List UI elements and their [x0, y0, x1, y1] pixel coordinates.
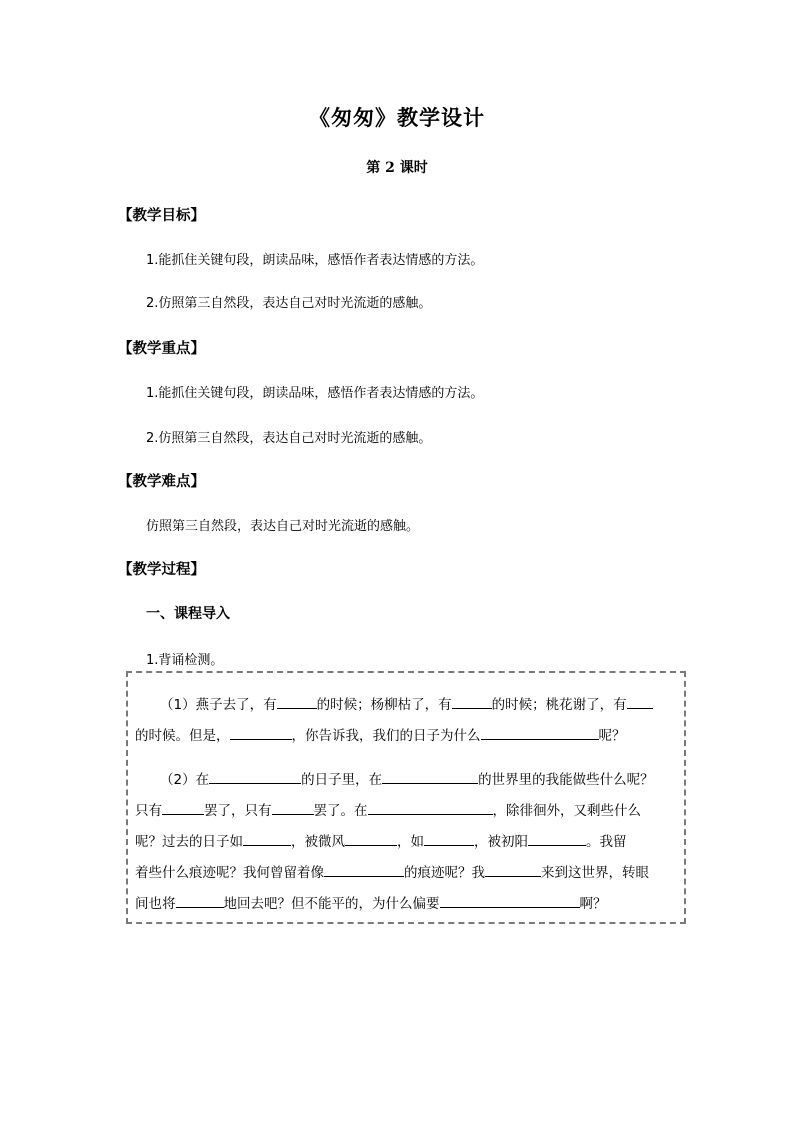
exercise-text: 罢了。在 [313, 803, 368, 819]
lesson-number: 第 2 课时 [366, 160, 428, 176]
key-points-heading: 【教学重点】 [118, 340, 205, 357]
exercise-text: 的时候。但是， [135, 728, 230, 744]
exercise-text: 来到这世界，转眼 [541, 865, 649, 881]
fill-blank[interactable] [627, 696, 653, 709]
exercise-text: （1）燕子去了，有 [160, 697, 277, 713]
exercise-text: 啊？ [579, 896, 607, 912]
key-point-item-1: 1.能抓住关键句段，朗读品味，感悟作者表达情感的方法。 [146, 386, 484, 401]
exercise-text: 的时候；杨柳枯了，有 [316, 697, 452, 713]
difficulty-item-1: 仿照第三自然段，表达自己对时光流逝的感触。 [146, 519, 420, 534]
fill-blank[interactable] [230, 727, 292, 740]
exercise-text: ，被微风 [291, 834, 345, 850]
goal-item-1: 1.能抓住关键句段，朗读品味，感悟作者表达情感的方法。 [146, 253, 484, 268]
fill-blank[interactable] [345, 833, 397, 846]
exercise-text: 地回去吧？但不能平的，为什么偏要 [223, 896, 440, 912]
exercise-text: ，被初阳 [474, 834, 528, 850]
recitation-task: 1.背诵检测。 [146, 653, 224, 668]
fill-blank[interactable] [324, 864, 404, 877]
fill-blank[interactable] [452, 696, 492, 709]
fill-blank[interactable] [528, 833, 586, 846]
exercise-text: 。我留 [586, 834, 627, 850]
fill-blank[interactable] [176, 895, 224, 908]
fill-blank[interactable] [243, 833, 291, 846]
exercise-q2-line-5 [135, 892, 680, 912]
exercise-text: 罢了，只有 [204, 803, 272, 819]
exercise-text: ，如 [397, 834, 424, 850]
exercise-q1-line-2 [135, 724, 680, 744]
process-heading: 【教学过程】 [118, 561, 205, 578]
exercise-q2-line-1 [160, 768, 705, 788]
fill-blank[interactable] [272, 802, 314, 815]
exercise-q2-line-4 [135, 861, 680, 881]
fill-blank[interactable] [162, 802, 204, 815]
exercise-q2-line-2 [135, 799, 680, 819]
exercise-text: 呢？ [598, 728, 626, 744]
exercise-text: 的世界里的我能做些什么呢？ [478, 772, 654, 788]
exercise-q1-line-1 [160, 693, 705, 713]
fill-blank[interactable] [382, 771, 478, 784]
exercise-text: 呢？过去的日子如 [135, 834, 243, 850]
exercise-text: 只有 [135, 803, 162, 819]
goal-item-2: 2.仿照第三自然段，表达自己对时光流逝的感触。 [146, 296, 432, 311]
exercise-text: 的痕迹呢？我 [404, 865, 485, 881]
goals-heading: 【教学目标】 [118, 207, 205, 224]
exercise-q2-line-3 [135, 830, 680, 850]
exercise-text: 的日子里，在 [301, 772, 383, 788]
fill-blank[interactable] [485, 864, 541, 877]
fill-blank[interactable] [424, 833, 474, 846]
difficulties-heading: 【教学难点】 [118, 473, 205, 490]
fill-blank[interactable] [481, 727, 599, 740]
exercise-text: 间也将 [135, 896, 176, 912]
fill-blank[interactable] [209, 771, 301, 784]
fill-blank[interactable] [368, 802, 493, 815]
document-title: 《匆匆》教学设计 [309, 105, 485, 130]
exercise-text: （2）在 [160, 772, 210, 788]
step-intro-heading: 一、课程导入 [146, 606, 230, 622]
exercise-text: 的时候；桃花谢了，有 [491, 697, 627, 713]
fill-blank[interactable] [440, 895, 580, 908]
exercise-text: ，你告诉我，我们的日子为什么 [291, 728, 481, 744]
key-point-item-2: 2.仿照第三自然段，表达自己对时光流逝的感触。 [146, 431, 432, 446]
exercise-text: 着些什么痕迹呢？我何曾留着像 [135, 865, 324, 881]
fill-blank[interactable] [277, 696, 317, 709]
exercise-text: ，除徘徊外，又剩些什么 [492, 803, 641, 819]
